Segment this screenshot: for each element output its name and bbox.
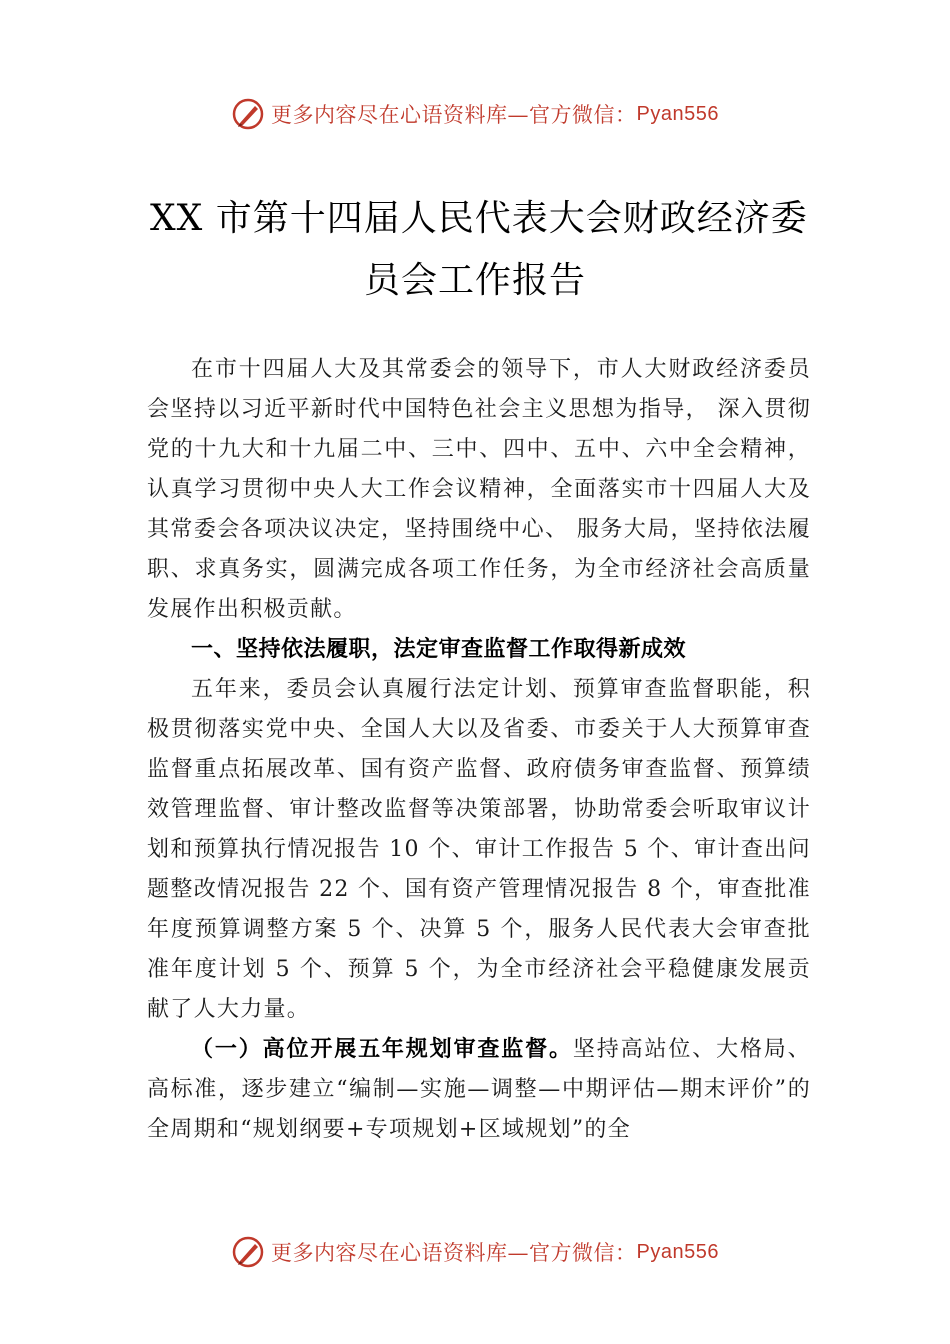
- subsection-1-text: 坚持高站位、大格局、高标准，逐步建立“编制—实施—调整—中期评估—期末评价”的全周期和“规划纲要+专项规划+区域规划”的全: [147, 1037, 811, 1142]
- watermark-header: [0, 94, 950, 134]
- title-line-2: 员会工作报告: [363, 260, 586, 301]
- watermark-contact: Pyan556: [636, 102, 719, 125]
- paragraph-five-years: 五年来，委员会认真履行法定计划、预算审查监督职能，积极贯彻落实党中央、全国人大以及省委、市委关于人大预算审查监督重点拓展改革、国有资产监督、政府债务审查监督、预算绩效管理监督、审计整改监督等决策部署，协助常委会听取审议计划和预算执行情况报告 10 个、审计工作报告 5 个、审计查出问题整改情况报告 22 个、国有资产管理情况报告 8 个，审查批准年度预算调整方案 5 个、决算 5 个，服务人民代表大会审查批准年度计划 5 个、预算 5 个，为全市经济社会平稳健康发展贡献了人大力量。: [147, 677, 811, 1022]
- section-heading-1: 一、坚持依法履职，法定审查监督工作取得新成效: [191, 637, 687, 662]
- watermark-contact: Pyan556: [636, 1240, 719, 1263]
- document-body: [147, 350, 811, 1150]
- watermark-text: 更多内容尽在心语资料库—官方微信：: [271, 1241, 637, 1265]
- subsection-1-lead: （一）高位开展五年规划审查监督。: [191, 1037, 573, 1062]
- watermark-text: 更多内容尽在心语资料库—官方微信：: [271, 103, 637, 127]
- paragraph-intro: 在市十四届人大及其常委会的领导下，市人大财政经济委员会坚持以习近平新时代中国特色社会主义思想为指导， 深入贯彻党的十九大和十九届二中、三中、四中、五中、六中全会精神，认真学习贯彻中央人大工作会议精神，全面落实市十四届人大及其常委会各项决议决定，坚持围绕中心、 服务大局，坚持依法履职、求真务实，圆满完成各项工作任务，为全市经济社会高质量发展作出积极贡献。: [147, 357, 811, 622]
- quill-pen-logo-icon: [231, 1235, 265, 1269]
- title-line-1: XX 市第十四届人民代表大会财政经济委: [150, 198, 808, 239]
- quill-pen-logo-icon: [231, 97, 265, 131]
- paragraph-subsection-1: [147, 1030, 811, 1150]
- watermark-footer: [0, 1232, 950, 1272]
- document-title: [150, 188, 808, 312]
